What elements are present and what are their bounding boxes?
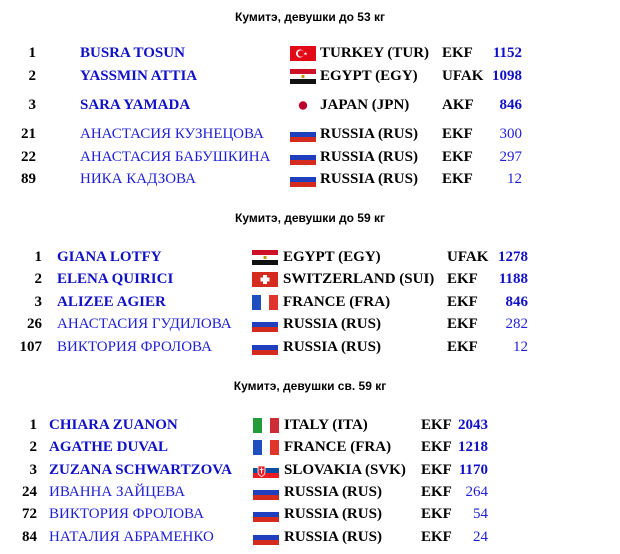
federation-label: EKF	[421, 439, 452, 455]
federation-label: EKF	[447, 294, 478, 310]
federation-label: EKF	[447, 339, 478, 355]
federation-label: UFAK	[442, 68, 484, 84]
rank-number: 2	[28, 68, 36, 84]
country-label: RUSSIA (RUS)	[284, 484, 382, 500]
athlete-name[interactable]: AGATHE DUVAL	[49, 439, 169, 455]
ranking-points: 1278	[498, 249, 528, 265]
athlete-name[interactable]: GIANA LOTFY	[57, 249, 162, 265]
athlete-name[interactable]: АНАСТАСИЯ БАБУШКИНА	[80, 149, 271, 165]
ranking-row	[0, 314, 620, 334]
federation-label: EKF	[442, 171, 473, 187]
ranking-row	[0, 147, 620, 167]
russia-flag-icon	[252, 340, 278, 355]
slovakia-flag-icon	[253, 463, 279, 478]
athlete-name[interactable]: АНАСТАСИЯ ГУДИЛОВА	[57, 316, 232, 332]
ranking-points: 297	[499, 149, 522, 165]
country-label: JAPAN (JPN)	[320, 97, 410, 113]
italy-flag-icon	[253, 418, 279, 433]
ranking-row	[0, 169, 620, 189]
ranking-points: 2043	[458, 417, 488, 433]
country-label: RUSSIA (RUS)	[284, 529, 382, 545]
ranking-row	[0, 482, 620, 502]
athlete-name[interactable]: ВИКТОРИЯ ФРОЛОВА	[57, 339, 212, 355]
rank-number: 26	[27, 316, 42, 332]
country-label: ITALY (ITA)	[284, 417, 368, 433]
federation-label: EKF	[421, 462, 452, 478]
section-title: Кумитэ, девушки св. 59 кг	[233, 379, 387, 393]
rank-number: 89	[21, 171, 36, 187]
rank-number: 22	[21, 149, 36, 165]
athlete-name[interactable]: YASSMIN ATTIA	[80, 68, 198, 84]
athlete-name[interactable]: ИВАННА ЗАЙЦЕВА	[49, 484, 186, 500]
ranking-points: 846	[499, 97, 522, 113]
ranking-points: 1170	[458, 462, 488, 478]
ranking-row	[0, 337, 620, 357]
russia-flag-icon	[253, 507, 279, 522]
ranking-points: 282	[505, 316, 528, 332]
federation-label: EKF	[447, 316, 478, 332]
ranking-points: 1188	[498, 271, 528, 287]
ranking-row	[0, 269, 620, 289]
ranking-row	[0, 292, 620, 312]
country-label: TURKEY (TUR)	[320, 45, 430, 61]
rank-number: 3	[34, 294, 42, 310]
athlete-name[interactable]: BUSRA TOSUN	[80, 45, 185, 61]
rank-number: 21	[21, 126, 36, 142]
ranking-points: 846	[505, 294, 528, 310]
country-label: RUSSIA (RUS)	[320, 171, 418, 187]
country-label: RUSSIA (RUS)	[283, 339, 381, 355]
country-label: RUSSIA (RUS)	[320, 126, 418, 142]
federation-label: EKF	[442, 126, 473, 142]
federation-label: EKF	[447, 271, 478, 287]
rank-number: 1	[28, 45, 36, 61]
rank-number: 3	[29, 462, 37, 478]
rank-number: 24	[22, 484, 37, 500]
section-title: Кумитэ, девушки до 59 кг	[235, 211, 385, 225]
rank-number: 2	[29, 439, 37, 455]
russia-flag-icon	[290, 150, 316, 165]
france-flag-icon	[253, 440, 279, 455]
russia-flag-icon	[253, 530, 279, 545]
athlete-name[interactable]: ALIZEE AGIER	[57, 294, 166, 310]
country-label: EGYPT (EGY)	[283, 249, 381, 265]
ranking-row	[0, 247, 620, 267]
rank-number: 3	[28, 97, 36, 113]
ranking-points: 12	[507, 171, 522, 187]
turkey-flag-icon	[290, 46, 316, 61]
ranking-row	[0, 437, 620, 457]
athlete-name[interactable]: АНАСТАСИЯ КУЗНЕЦОВА	[80, 126, 264, 142]
ranking-row	[0, 460, 620, 480]
ranking-row	[0, 43, 620, 63]
russia-flag-icon	[252, 317, 278, 332]
ranking-row	[0, 66, 620, 86]
country-label: EGYPT (EGY)	[320, 68, 418, 84]
country-label: FRANCE (FRA)	[283, 294, 391, 310]
rank-number: 84	[22, 529, 37, 545]
rank-number: 107	[19, 339, 42, 355]
rank-number: 2	[34, 271, 42, 287]
federation-label: AKF	[442, 97, 474, 113]
ranking-row	[0, 124, 620, 144]
athlete-name[interactable]: НАТАЛИЯ АБРАМЕНКО	[49, 529, 214, 545]
ranking-points: 1218	[458, 439, 488, 455]
athlete-name[interactable]: ВИКТОРИЯ ФРОЛОВА	[49, 506, 204, 522]
ranking-points: 1098	[492, 68, 522, 84]
country-label: RUSSIA (RUS)	[320, 149, 418, 165]
country-label: RUSSIA (RUS)	[283, 316, 381, 332]
ranking-row	[0, 415, 620, 435]
federation-label: EKF	[421, 417, 452, 433]
rank-number: 1	[34, 249, 42, 265]
federation-label: UFAK	[447, 249, 489, 265]
athlete-name[interactable]: ELENA QUIRICI	[57, 271, 174, 287]
ranking-points: 300	[499, 126, 522, 142]
section-title: Кумитэ, девушки до 53 кг	[235, 10, 385, 24]
country-label: FRANCE (FRA)	[284, 439, 392, 455]
country-label: SLOVAKIA (SVK)	[284, 462, 406, 478]
egypt-flag-icon	[252, 250, 278, 265]
federation-label: EKF	[442, 45, 473, 61]
ranking-row	[0, 95, 620, 115]
athlete-name[interactable]: CHIARA ZUANON	[49, 417, 178, 433]
federation-label: EKF	[442, 149, 473, 165]
rank-number: 72	[22, 506, 37, 522]
ranking-row	[0, 527, 620, 547]
ranking-points: 1152	[492, 45, 522, 61]
ranking-points: 12	[513, 339, 528, 355]
federation-label: EKF	[421, 506, 452, 522]
egypt-flag-icon	[290, 69, 316, 84]
russia-flag-icon	[290, 127, 316, 142]
ranking-points: 54	[473, 506, 488, 522]
country-label: RUSSIA (RUS)	[284, 506, 382, 522]
federation-label: EKF	[421, 484, 452, 500]
athlete-name[interactable]: ZUZANA SCHWARTZOVA	[49, 462, 232, 478]
athlete-name[interactable]: SARA YAMADA	[80, 97, 191, 113]
country-label: SWITZERLAND (SUI)	[283, 271, 435, 287]
switzerland-flag-icon	[252, 272, 278, 287]
federation-label: EKF	[421, 529, 452, 545]
france-flag-icon	[252, 295, 278, 310]
russia-flag-icon	[290, 172, 316, 187]
ranking-points: 264	[465, 484, 488, 500]
russia-flag-icon	[253, 485, 279, 500]
rank-number: 1	[29, 417, 37, 433]
japan-flag-icon	[290, 98, 316, 113]
ranking-points: 24	[473, 529, 488, 545]
athlete-name[interactable]: НИКА КАДЗОВА	[80, 171, 196, 187]
ranking-row	[0, 504, 620, 524]
